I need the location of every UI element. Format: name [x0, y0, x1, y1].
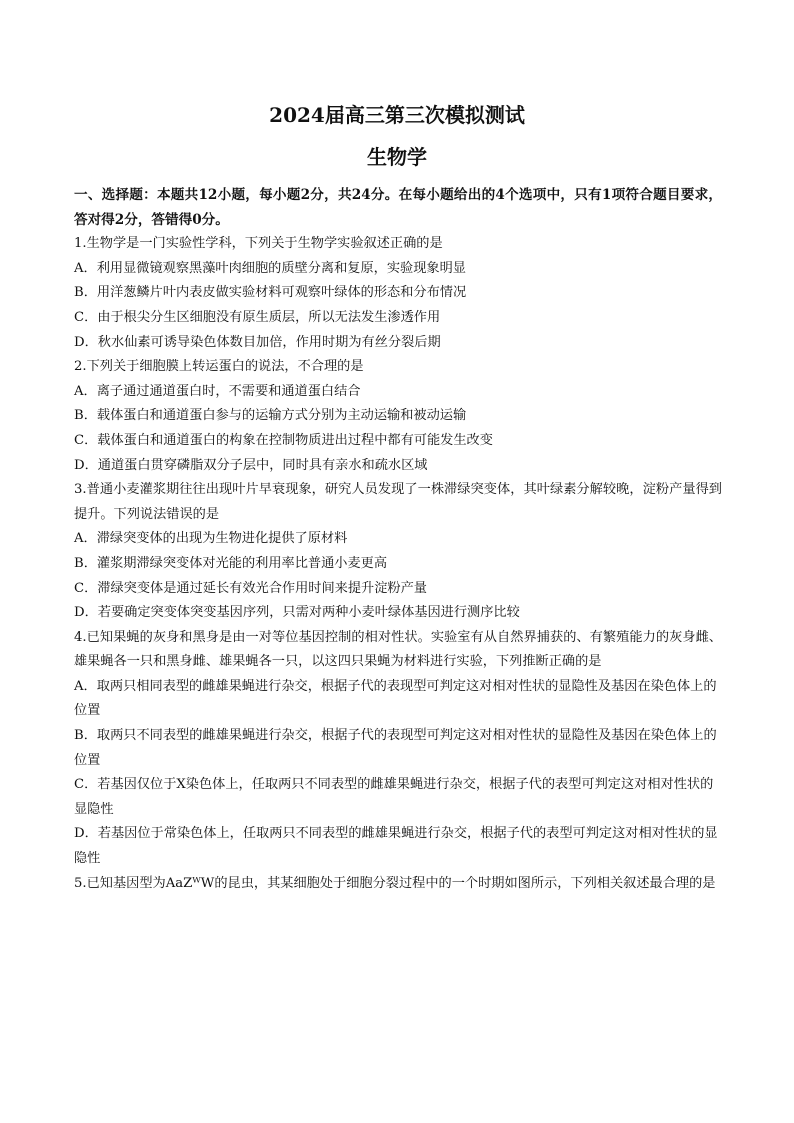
option-d: D．若基因位于常染色体上，任取两只不同表型的雌雄果蝇进行杂交，根据子代的表型可判定这对相对性状的显隐性 — [74, 826, 718, 867]
question-2 — [74, 355, 722, 478]
option-c: C．载体蛋白和通道蛋白的构象在控制物质进出过程中都有可能发生改变 — [74, 432, 493, 448]
option-b: B．灌浆期滞绿突变体对光能的利用率比普通小麦更高 — [74, 555, 388, 571]
option-a: A．利用显微镜观察黑藻叶肉细胞的质壁分离和复原，实验现象明显 — [74, 260, 466, 276]
question-3 — [74, 478, 722, 626]
subject-title: 生物学 — [367, 145, 427, 169]
option-c: C．滞绿突变体是通过延长有效光合作用时间来提升淀粉产量 — [74, 580, 427, 596]
question-stem: 2.下列关于细胞膜上转运蛋白的说法，不合理的是 — [74, 359, 364, 375]
option-a: A．离子通过通道蛋白时，不需要和通道蛋白结合 — [74, 383, 361, 399]
option-d: D．若要确定突变体突变基因序列，只需对两种小麦叶绿体基因进行测序比较 — [74, 605, 520, 621]
option-b: B．载体蛋白和通道蛋白参与的运输方式分别为主动运输和被动运输 — [74, 408, 467, 424]
option-b: B．取两只不同表型的雌雄果蝇进行杂交，根据子代的表现型可判定这对相对性状的显隐性及基因在染色体上的位置 — [74, 728, 717, 768]
question-1 — [74, 232, 722, 355]
question-4 — [74, 626, 722, 872]
exam-content — [74, 183, 722, 896]
question-stem: 1.生物学是一门实验性学科，下列关于生物学实验叙述正确的是 — [74, 236, 443, 252]
option-a: A．滞绿突变体的出现为生物进化提供了原材料 — [74, 531, 348, 547]
question-stem: 5.已知基因型为AaZᵂW的昆虫，其某细胞处于细胞分裂过程中的一个时期如图所示，下列相关叙述最合理的是 — [74, 875, 716, 891]
exam-title: 2024届高三第三次模拟测试 — [269, 103, 525, 127]
option-d: D．秋水仙素可诱导染色体数目加倍，作用时期为有丝分裂后期 — [74, 334, 441, 350]
option-d: D．通道蛋白贯穿磷脂双分子层中，同时具有亲水和疏水区域 — [74, 457, 428, 473]
question-stem: 3.普通小麦灌浆期往往出现叶片早衰现象，研究人员发现了一株滞绿突变体，其叶绿素分解较晚，淀粉产量得到提升。下列说法错误的是 — [74, 482, 722, 522]
question-stem: 4.已知果蝇的灰身和黑身是由一对等位基因控制的相对性状。实验室有从自然界捕获的、有繁殖能力的灰身雌、雄果蝇各一只和黑身雌、雄果蝇各一只，以这四只果蝇为材料进行实验，下列推断正确的是 — [74, 629, 722, 670]
option-c: C．由于根尖分生区细胞没有原生质层，所以无法发生渗透作用 — [74, 309, 441, 325]
option-b: B．用洋葱鳞片叶内表皮做实验材料可观察叶绿体的形态和分布情况 — [74, 285, 467, 301]
option-a: A．取两只相同表型的雌雄果蝇进行杂交，根据子代的表现型可判定这对相对性状的显隐性及基因在染色体上的位置 — [74, 678, 717, 719]
option-c: C．若基因仅位于X染色体上，任取两只不同表型的雌雄果蝇进行杂交，根据子代的表型可判定这对相对性状的显隐性 — [74, 777, 714, 817]
section-heading: 一、选择题：本题共12小题，每小题2分，共24分。在每小题给出的4个选项中，只有1项符合题目要求，答对得2分，答错得0分。 — [74, 187, 722, 228]
question-5 — [74, 872, 722, 897]
